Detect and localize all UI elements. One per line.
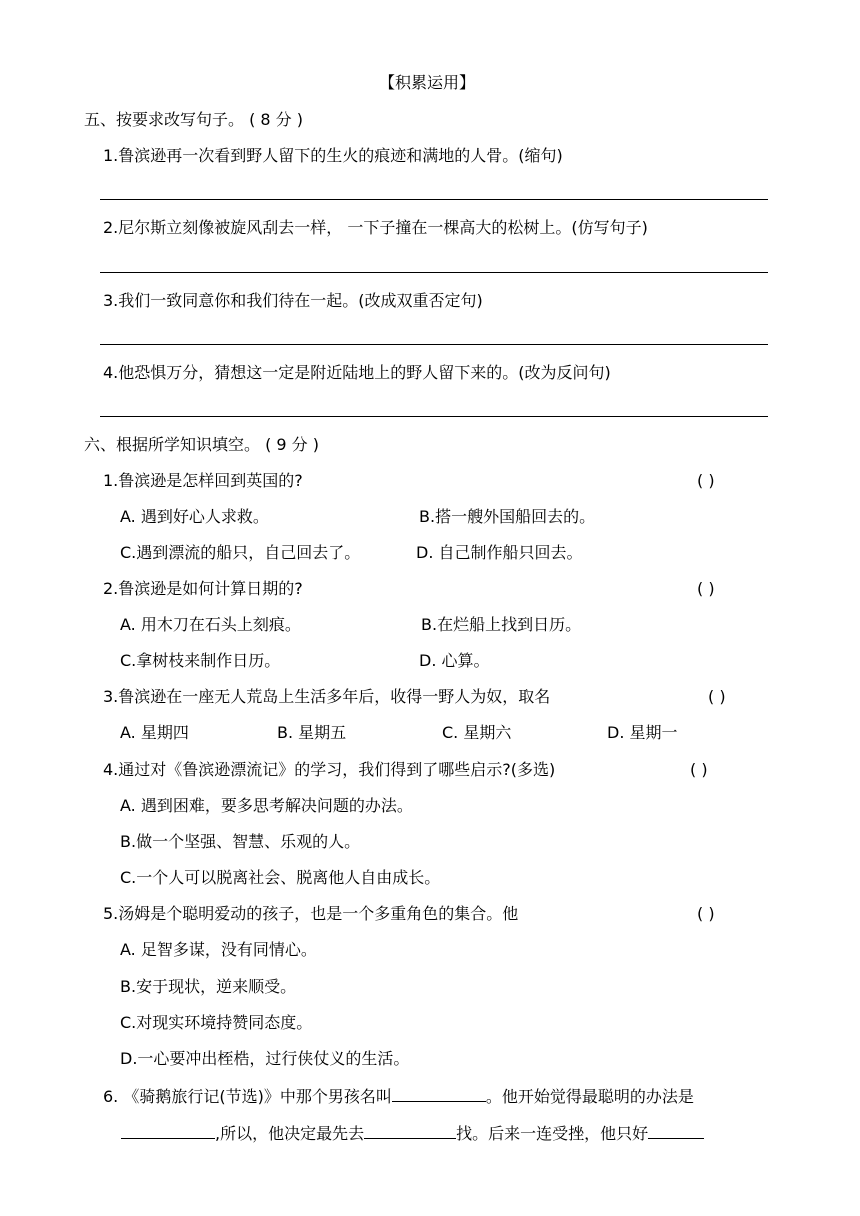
section5-item-3: 3.我们一致同意你和我们待在一起。(改成双重否定句)	[103, 291, 483, 310]
question-2-option-c: C.拿树枝来制作日历。	[120, 651, 281, 670]
question-1-option-b: B.搭一艘外国船回去的。	[419, 507, 596, 526]
question-2-answer-bracket[interactable]: ( )	[697, 579, 715, 598]
question-4-option-c: C.一个人可以脱离社会、脱离他人自由成长。	[120, 868, 441, 887]
section5-title: 五、按要求改写句子。 ( 8 分 )	[84, 110, 304, 129]
question-5-option-c: C.对现实环境持赞同态度。	[120, 1013, 313, 1032]
question-6-text-4: 找。后来一连受挫，他只好	[456, 1124, 649, 1143]
answer-line-4[interactable]	[100, 416, 768, 417]
answer-line-3[interactable]	[100, 344, 768, 345]
question-5-option-b: B.安于现状，逆来顺受。	[120, 977, 297, 996]
question-3-stem: 3.鲁滨逊在一座无人荒岛上生活多年后，收得一野人为奴，取名	[103, 687, 551, 706]
question-6-text-1: 6. 《骑鹅旅行记(节选)》中那个男孩名叫	[103, 1087, 392, 1106]
question-6-text-3: ,所以，他决定最先去	[215, 1124, 365, 1143]
question-2-option-d: D. 心算。	[419, 651, 490, 670]
question-3-option-a: A. 星期四	[120, 723, 189, 742]
question-3-option-c: C. 星期六	[442, 723, 512, 742]
question-5-option-a: A. 足智多谋，没有同情心。	[120, 940, 317, 959]
question-1-option-c: C.遇到漂流的船只，自己回去了。	[120, 543, 361, 562]
fill-blank-2[interactable]	[121, 1122, 215, 1139]
question-3-option-d: D. 星期一	[607, 723, 678, 742]
fill-blank-3[interactable]	[364, 1122, 456, 1139]
section5-item-4: 4.他恐惧万分，猜想这一定是附近陆地上的野人留下来的。(改为反问句)	[103, 363, 611, 382]
question-4-answer-bracket[interactable]: ( )	[690, 760, 708, 779]
question-6-line-2	[121, 1122, 704, 1144]
question-2-option-b: B.在烂船上找到日历。	[421, 615, 582, 634]
question-6-text-2: 。他开始觉得最聪明的办法是	[485, 1087, 694, 1106]
question-5-option-d: D.一心要冲出桎梏，过行侠仗义的生活。	[120, 1049, 410, 1068]
question-3-answer-bracket[interactable]: ( )	[708, 687, 726, 706]
question-4-option-a: A. 遇到困难，要多思考解决问题的办法。	[120, 796, 413, 815]
answer-line-2[interactable]	[100, 272, 768, 273]
answer-line-1[interactable]	[100, 199, 768, 200]
question-6-line-1	[103, 1085, 694, 1107]
question-1-option-d: D. 自己制作船只回去。	[416, 543, 583, 562]
section5-item-2: 2.尼尔斯立刻像被旋风刮去一样， 一下子撞在一棵高大的松树上。(仿写句子)	[103, 218, 648, 237]
question-4-option-b: B.做一个坚强、智慧、乐观的人。	[120, 832, 361, 851]
question-1-option-a: A. 遇到好心人求救。	[120, 507, 269, 526]
section5-item-1: 1.鲁滨逊再一次看到野人留下的生火的痕迹和满地的人骨。(缩句)	[103, 146, 563, 165]
fill-blank-1[interactable]	[392, 1085, 486, 1102]
question-2-stem: 2.鲁滨逊是如何计算日期的?	[103, 579, 303, 598]
fill-blank-4[interactable]	[648, 1122, 704, 1139]
section6-title: 六、根据所学知识填空。 ( 9 分 )	[84, 435, 320, 454]
question-2-option-a: A. 用木刀在石头上刻痕。	[120, 615, 301, 634]
question-5-stem: 5.汤姆是个聪明爱动的孩子，也是一个多重角色的集合。他	[103, 904, 519, 923]
question-3-option-b: B. 星期五	[277, 723, 347, 742]
question-1-answer-bracket[interactable]: ( )	[697, 471, 715, 490]
question-5-answer-bracket[interactable]: ( )	[697, 904, 715, 923]
question-4-stem: 4.通过对《鲁滨逊漂流记》的学习，我们得到了哪些启示?(多选)	[103, 760, 556, 779]
question-1-stem: 1.鲁滨逊是怎样回到英国的?	[103, 471, 303, 490]
section-heading: 【积累运用】	[379, 73, 476, 92]
